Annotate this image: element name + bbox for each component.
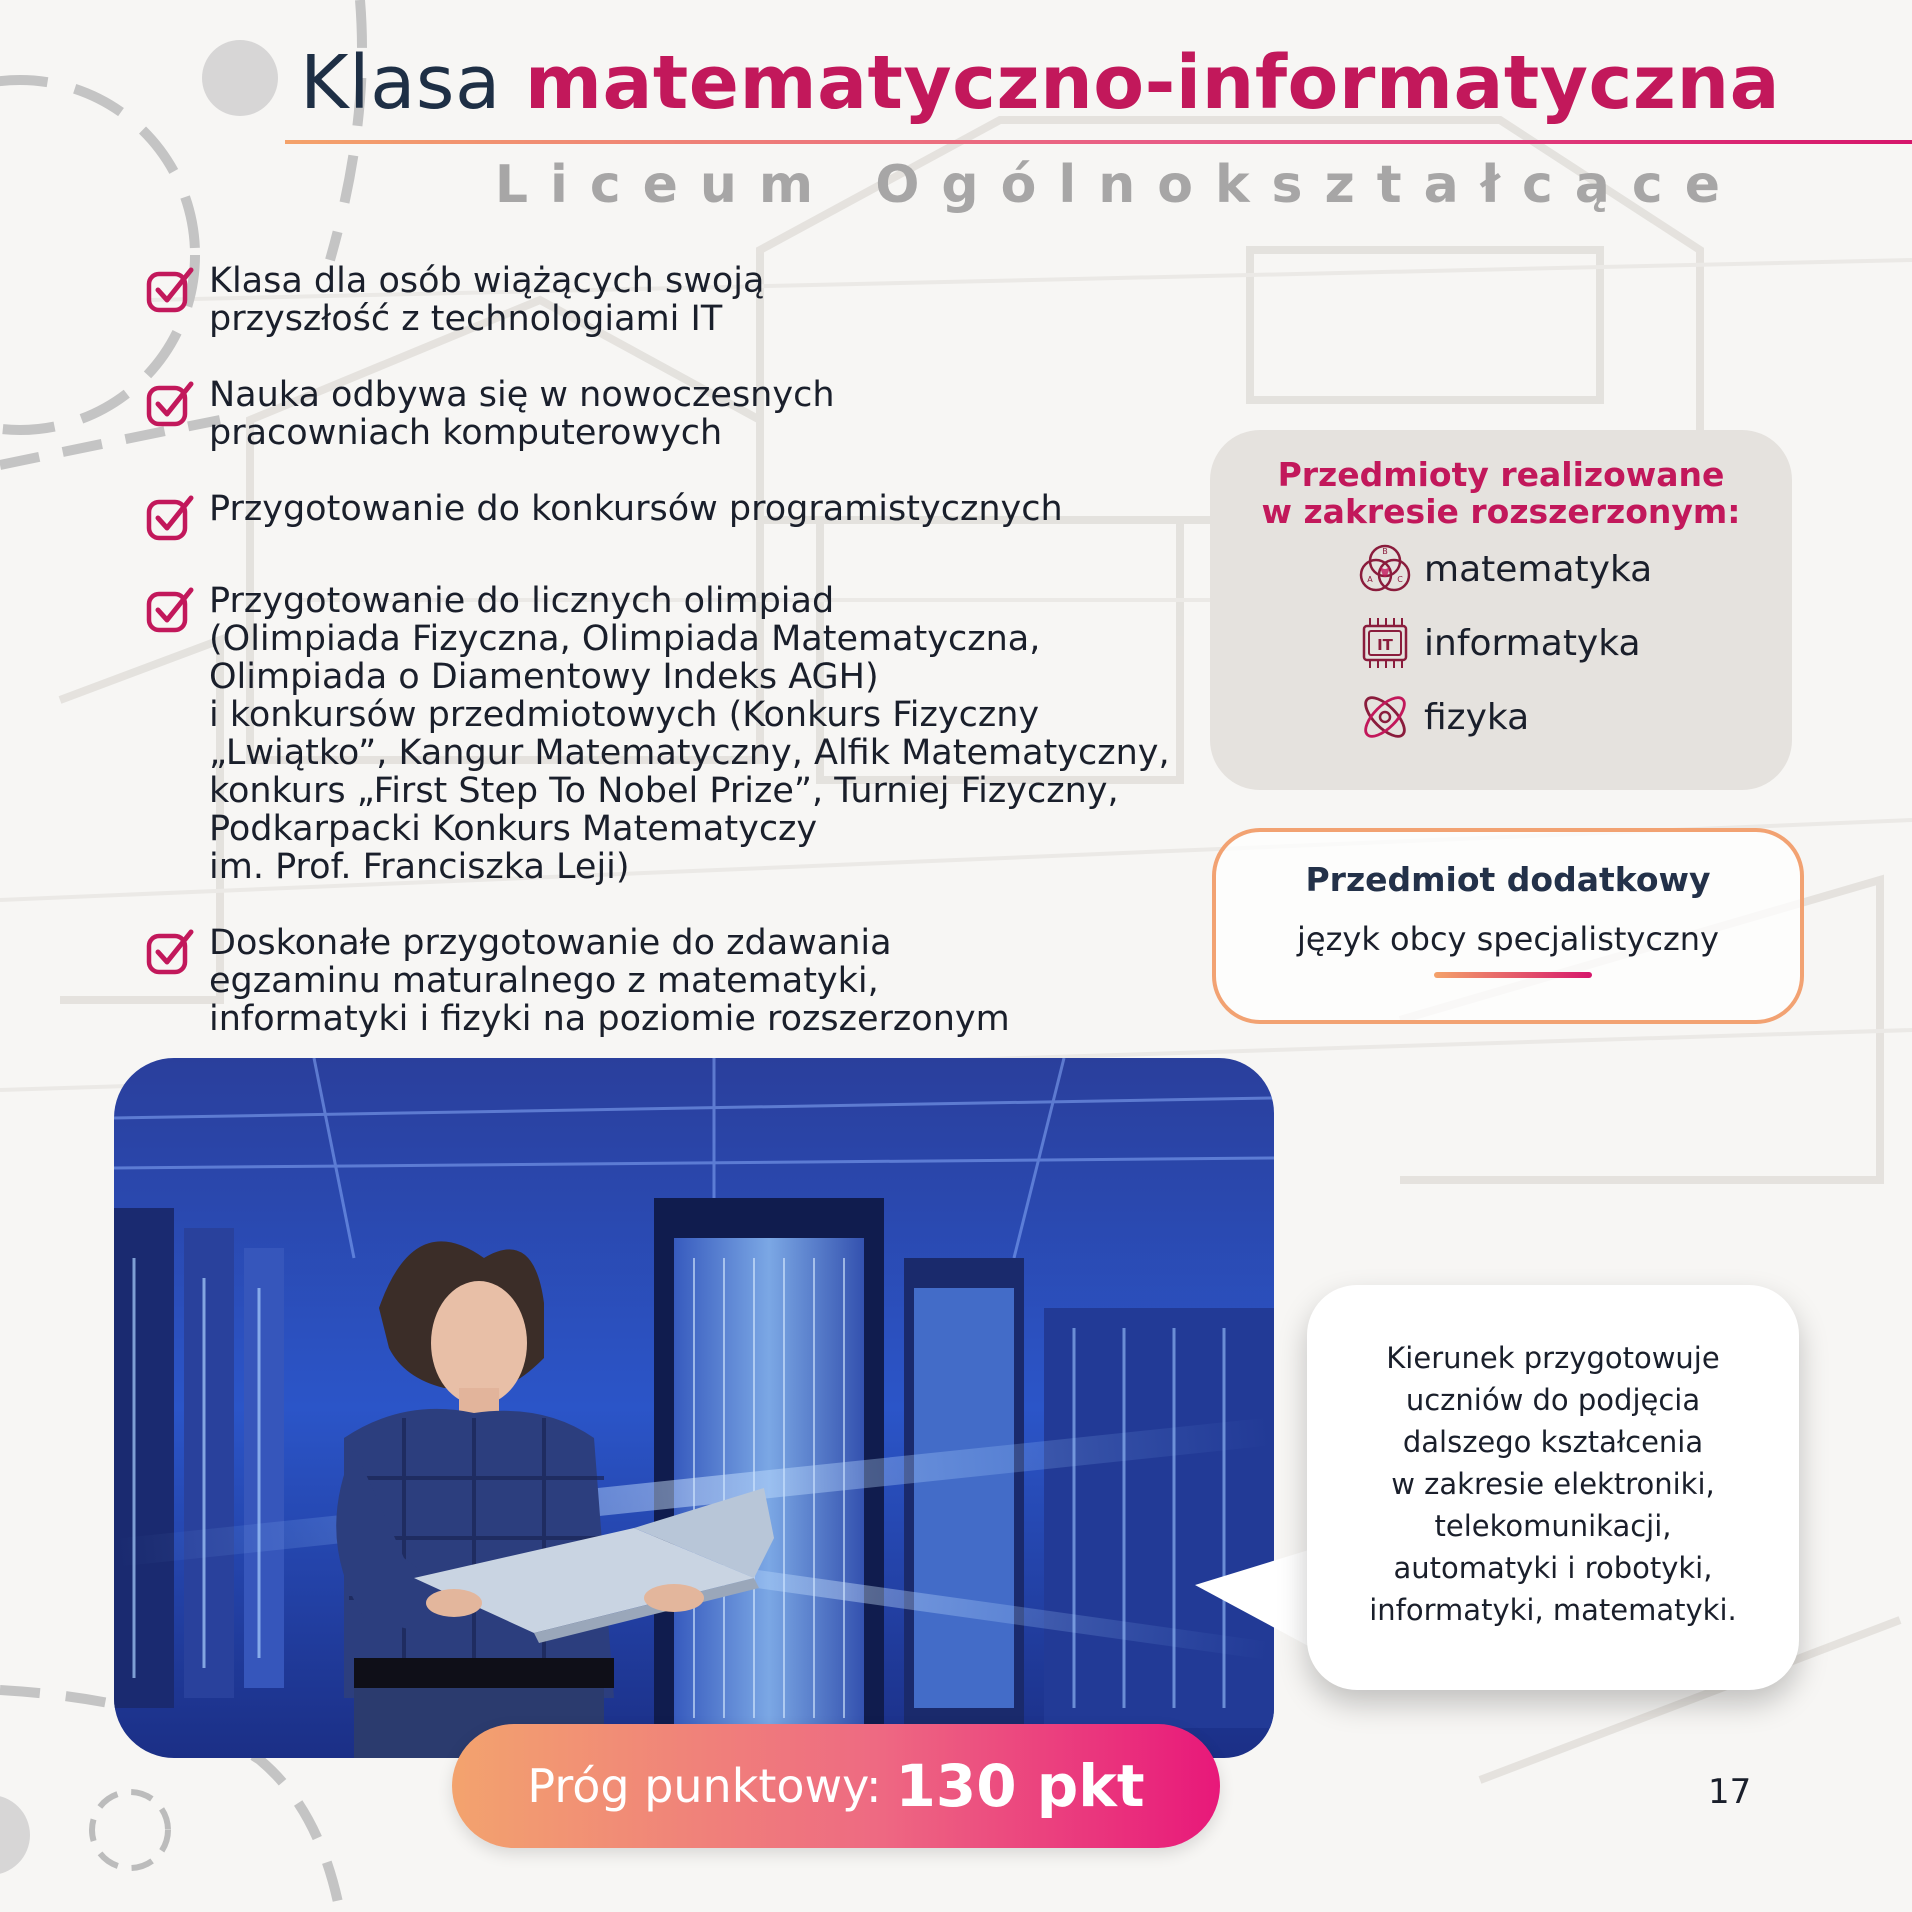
- info-speech-bubble: [1307, 1285, 1799, 1690]
- points-threshold-badge: [452, 1724, 1220, 1848]
- title-accent: matematyczno-informatyczna: [524, 40, 1781, 126]
- feature-item: [145, 262, 1205, 338]
- check-icon: [145, 264, 197, 316]
- it-chip-icon: [1356, 614, 1414, 672]
- svg-text:IT: IT: [1377, 636, 1393, 654]
- photo-illustration: [114, 1058, 1274, 1758]
- title-divider: [285, 140, 1912, 144]
- subject-item-cs: [1356, 614, 1641, 672]
- subject-item-physics: [1356, 688, 1529, 746]
- additional-subject-text: język obcy specjalistyczny: [1297, 920, 1719, 958]
- feature-item: [145, 376, 1205, 452]
- page-number: 17: [1708, 1772, 1752, 1812]
- check-icon: [145, 492, 197, 544]
- atom-icon: [1356, 688, 1414, 746]
- feature-text: Przygotowanie do konkursów programistycznych: [209, 489, 1063, 529]
- page-subtitle: Liceum Ogólnokształcące: [494, 155, 1742, 215]
- feature-item: [145, 582, 1205, 886]
- check-icon: [145, 926, 197, 978]
- extended-subjects-panel: [1210, 430, 1792, 790]
- server-room-photo: [114, 1058, 1274, 1758]
- decorative-underline: [1434, 972, 1592, 978]
- feature-text: Doskonałe przygotowanie do zdawania egzaminu maturalnego z matematyki, informatyki i fizyki na poziomie rozszerzonym: [209, 923, 1010, 1039]
- feature-text: Klasa dla osób wiążących swoją przyszłość z technologiami IT: [209, 261, 765, 339]
- features-list: [145, 262, 1205, 1076]
- extended-subjects-title: Przedmioty realizowane w zakresie rozszerzonym:: [1261, 455, 1741, 531]
- subject-label: matematyka: [1424, 548, 1653, 590]
- svg-text:A: A: [1367, 575, 1373, 584]
- info-text: Kierunek przygotowuje uczniów do podjęcia dalszego kształcenia w zakresie elektroniki, telekomunikacji, automatyki i robotyki, informatyki, matematyki.: [1369, 1341, 1737, 1627]
- additional-subject-title: Przedmiot dodatkowy: [1305, 860, 1711, 899]
- svg-text:C: C: [1397, 575, 1403, 584]
- feature-item: [145, 490, 1205, 544]
- title-prefix: Klasa: [300, 40, 501, 126]
- venn-diagram-icon: [1356, 540, 1414, 598]
- feature-item: [145, 924, 1205, 1038]
- page-title: [300, 40, 1780, 126]
- subject-item-math: [1356, 540, 1652, 598]
- subject-label: fizyka: [1424, 696, 1530, 738]
- check-icon: [145, 584, 197, 636]
- additional-subject-box: [1212, 828, 1804, 1024]
- feature-text: Nauka odbywa się w nowoczesnych pracowniach komputerowych: [209, 375, 835, 453]
- check-icon: [145, 378, 197, 430]
- subject-label: informatyka: [1424, 622, 1641, 664]
- svg-text:B: B: [1382, 547, 1388, 556]
- threshold-label: Próg punktowy:: [527, 1759, 882, 1813]
- feature-text: Przygotowanie do licznych olimpiad (Olimpiada Fizyczna, Olimpiada Matematyczna, Olimpiada o Diamentowy Indeks AGH) i konkursów przedmiotowych (Konkurs Fizyczny „Lwiątko”, Kangur Matematyczny, Alfik Matematyczny, konkurs „First Step To Nobel Prize”, Turniej Fizyczny, Podkarpacki Konkurs Matematyczy im. Prof. Franciszka Leji): [209, 581, 1170, 887]
- threshold-value: 130 pkt: [895, 1752, 1145, 1820]
